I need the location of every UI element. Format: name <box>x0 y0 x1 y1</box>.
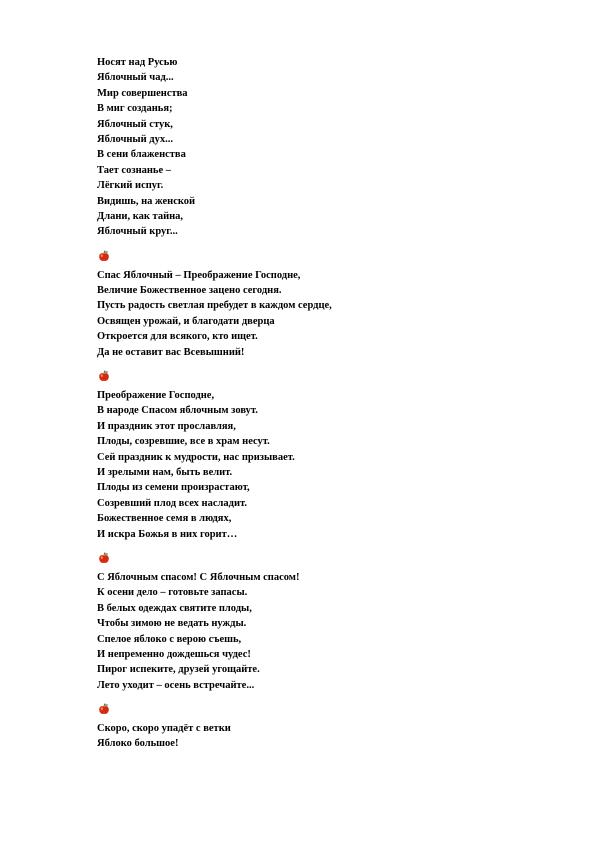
stanza-separator <box>97 250 557 266</box>
poem-line: К осени дело – готовьте запасы. <box>97 587 248 599</box>
poem-line: В народе Спасом яблочным зовут. <box>97 405 258 417</box>
apple-icon <box>98 552 110 564</box>
poem-line: Освящен урожай, и благодати дверца <box>97 315 275 327</box>
apple-icon <box>98 370 110 382</box>
poem-line: Яблочный дух... <box>97 133 173 145</box>
stanza <box>97 721 557 752</box>
apple-icon <box>98 250 110 262</box>
poem-line: Созревший плод всех насладит. <box>97 497 248 509</box>
poem-line: Яблочный чад... <box>97 72 174 84</box>
poem-line: Яблочный круг... <box>97 226 178 238</box>
stanza <box>97 268 557 360</box>
poem-line: Длани, как тайна, <box>97 210 184 222</box>
poem-line: И непременно дождешься чудес! <box>97 648 251 660</box>
poem-line: Плоды, созревшие, все в храм несут. <box>97 436 270 448</box>
poem-line: Лёгкий испуг. <box>97 180 164 192</box>
stanza-separator <box>97 552 557 568</box>
poem-line: Скоро, скоро упадёт с ветки <box>97 723 231 735</box>
poem-content <box>97 55 557 752</box>
poem-line: В сени блаженства <box>97 149 186 161</box>
poem-line: В белых одеждах святите плоды, <box>97 602 252 614</box>
poem-line: Чтобы зимою не ведать нужды. <box>97 618 247 630</box>
poem-line: И зрелыми нам, быть велит. <box>97 466 233 478</box>
poem-line: Спас Яблочный – Преображение Господне, <box>97 269 301 281</box>
apple-icon <box>98 703 110 715</box>
poem-line: Мир совершенства <box>97 87 188 99</box>
poem-line: Величие Божественное зацено сегодня. <box>97 285 282 297</box>
poem-line: Откроется для всякого, кто ищет. <box>97 331 258 343</box>
poem-line: С Яблочным спасом! С Яблочным спасом! <box>97 571 300 583</box>
stanza <box>97 388 557 542</box>
poem-line: И искра Божья в них горит… <box>97 528 238 540</box>
poem-line: Лето уходит – осень встречайте... <box>97 679 255 691</box>
stanza-separator <box>97 703 557 719</box>
stanza <box>97 570 557 693</box>
poem-line: Преображение Господне, <box>97 390 215 402</box>
poem-line: Тает сознанье – <box>97 164 172 176</box>
poem-line: Яблочный стук, <box>97 118 173 130</box>
poem-line: Яблоко большое! <box>97 738 179 750</box>
stanza-separator <box>97 370 557 386</box>
poem-line: Пусть радость светлая пребудет в каждом сердце, <box>97 300 332 312</box>
stanza <box>97 55 557 240</box>
poem-line: Спелое яблоко с верою съешь, <box>97 633 242 645</box>
poem-line: И праздник этот прославляя, <box>97 420 236 432</box>
poem-line: Пирог испеките, друзей угощайте. <box>97 664 260 676</box>
poem-line: Плоды из семени произрастают, <box>97 482 250 494</box>
poem-line: Божественное семя в людях, <box>97 513 232 525</box>
poem-line: Носят над Русью <box>97 57 178 68</box>
poem-line: Сей праздник к мудрости, нас призывает. <box>97 451 295 463</box>
poem-line: Видишь, на женской <box>97 195 196 207</box>
poem-line: Да не оставит вас Всевышний! <box>97 346 245 358</box>
poem-line: В миг созданья; <box>97 103 173 115</box>
